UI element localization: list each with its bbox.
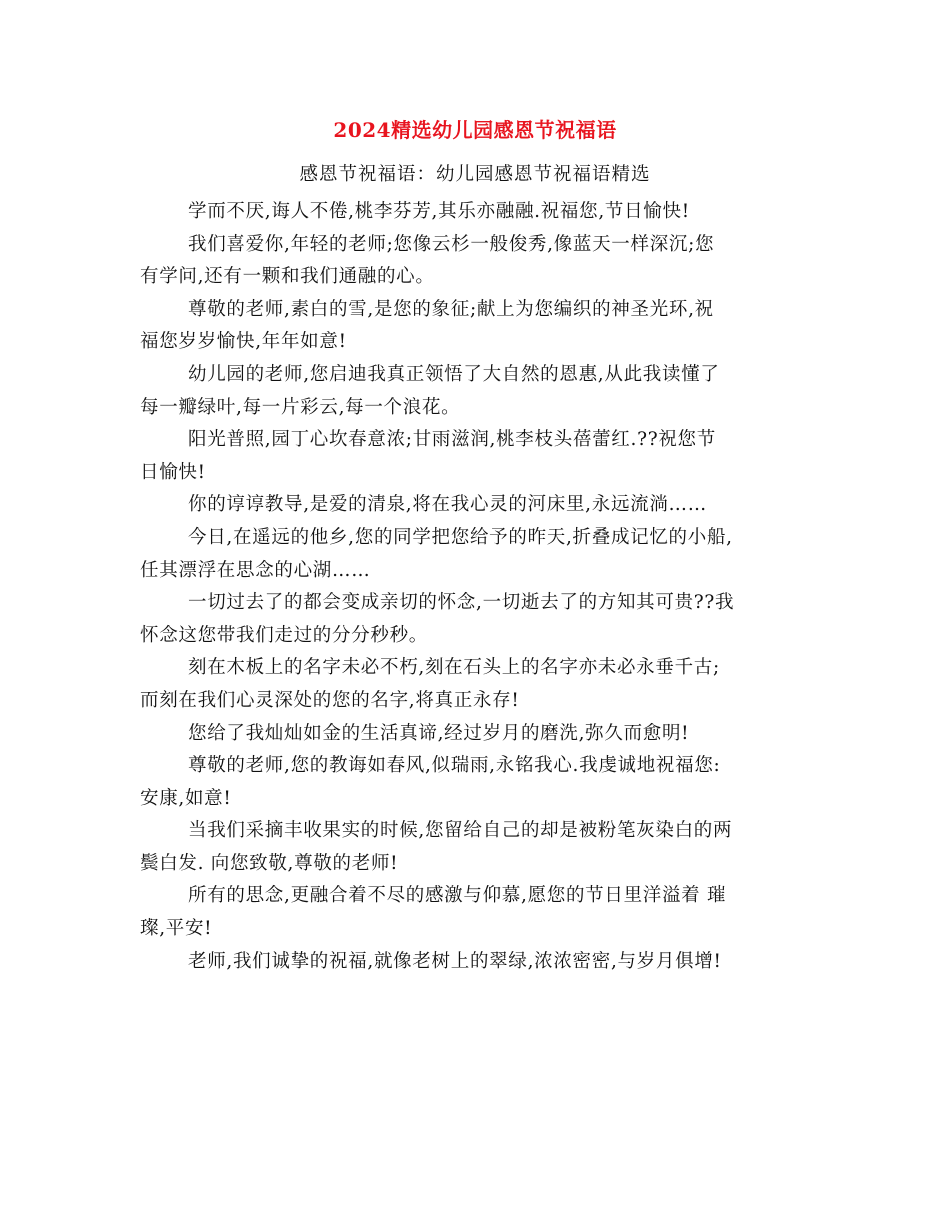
paragraph-line: 我们喜爱你,年轻的老师;您像云杉一般俊秀,像蓝天一样深沉;您 (188, 233, 715, 255)
paragraph-line: 有学问,还有一颗和我们通融的心。 (140, 266, 435, 288)
paragraph-line: 任其漂浮在思念的心湖…… (140, 559, 371, 581)
document-body (140, 196, 820, 978)
paragraph (140, 294, 820, 359)
paragraph-line: 日愉快! (140, 461, 206, 483)
paragraph (140, 196, 820, 229)
document-title: 2024精选幼儿园感恩节祝福语 (333, 118, 617, 142)
paragraph (140, 359, 820, 424)
paragraph-line: 福您岁岁愉快,年年如意! (140, 331, 347, 353)
paragraph-line: 阳光普照,园丁心坎春意浓;甘雨滋润,桃李枝头蓓蕾红.??祝您节 (188, 429, 716, 451)
paragraph (140, 750, 820, 815)
paragraph (140, 522, 820, 587)
paragraph-line: 怀念这您带我们走过的分分秒秒。 (140, 624, 429, 646)
paragraph (140, 652, 820, 717)
paragraph-line: 璨,平安! (140, 918, 213, 940)
paragraph (140, 718, 820, 751)
paragraph-line: 尊敬的老师,您的教诲如春风,似瑞雨,永铭我心.我虔诚地祝福您: (188, 755, 721, 777)
paragraph (140, 424, 820, 489)
paragraph-line: 一切过去了的都会变成亲切的怀念,一切逝去了的方知其可贵??我 (188, 592, 735, 614)
paragraph (140, 229, 820, 294)
paragraph (140, 880, 820, 945)
paragraph-line: 而刻在我们心灵深处的您的名字,将真正永存! (140, 689, 520, 711)
paragraph-line: 老师,我们诚挚的祝福,就像老树上的翠绿,浓浓密密,与岁月俱增! (188, 950, 722, 972)
paragraph-line: 安康,如意! (140, 787, 232, 809)
paragraph-line: 幼儿园的老师,您启迪我真正领悟了大自然的恩惠,从此我读懂了 (188, 363, 720, 385)
paragraph-line: 今日,在遥远的他乡,您的同学把您给予的昨天,折叠成记忆的小船, (188, 526, 733, 548)
paragraph-line: 鬓白发. 向您致敬,尊敬的老师! (140, 852, 399, 874)
paragraph (140, 946, 820, 979)
paragraph-line: 当我们采摘丰收果实的时候,您留给自己的却是被粉笔灰染白的两 (188, 820, 733, 842)
paragraph-line: 你的谆谆教导,是爱的清泉,将在我心灵的河床里,永远流淌…… (188, 494, 707, 516)
paragraph-line: 学而不厌,诲人不倦,桃李芬芳,其乐亦融融.祝福您,节日愉快! (188, 201, 690, 222)
paragraph (140, 489, 820, 522)
paragraph (140, 587, 820, 652)
paragraph-line: 每一瓣绿叶,每一片彩云,每一个浪花。 (140, 396, 461, 418)
document-subtitle: 感恩节祝福语：幼儿园感恩节祝福语精选 (299, 164, 651, 185)
paragraph-line: 刻在木板上的名字未必不朽,刻在石头上的名字亦未必永垂千古; (188, 657, 720, 679)
paragraph (140, 815, 820, 880)
paragraph-line: 尊敬的老师,素白的雪,是您的象征;献上为您编织的神圣光环,祝 (188, 298, 714, 320)
paragraph-line: 您给了我灿灿如金的生活真谛,经过岁月的磨洗,弥久而愈明! (188, 722, 690, 744)
paragraph-line: 所有的思念,更融合着不尽的感激与仰慕,愿您的节日里洋溢着 璀 (188, 885, 727, 907)
